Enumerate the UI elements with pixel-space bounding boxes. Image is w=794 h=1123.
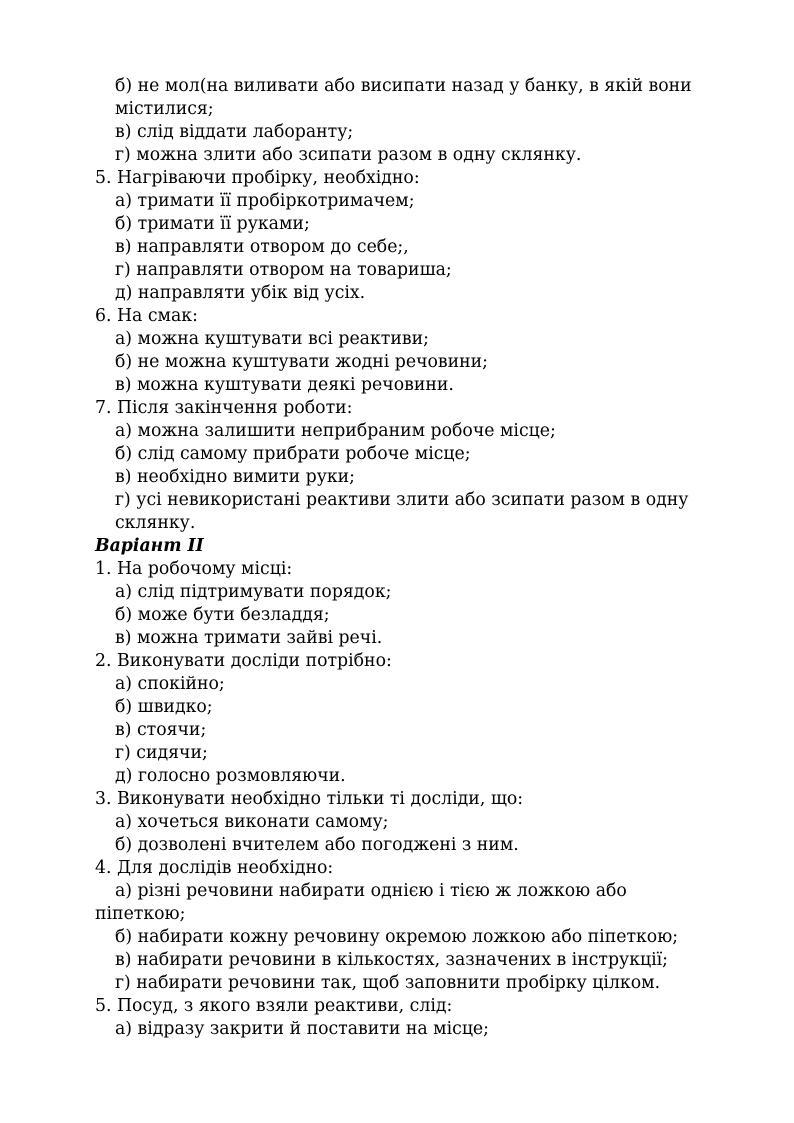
- answer-line: г) сидячи;: [115, 743, 208, 763]
- answer-line: б) не можна куштувати жодні речовини;: [115, 352, 489, 372]
- answer-line: в) слід віддати лаборанту;: [115, 122, 354, 142]
- answer-line: в) необхідно вимити руки;: [115, 467, 355, 487]
- answer-line: г) направляти отвором на товариша;: [115, 260, 452, 280]
- answer-line: б) тримати її руками;: [115, 214, 310, 234]
- answer-line: в) можна тримати зайві речі.: [115, 628, 383, 648]
- answer-line: в) можна куштувати деякі речовини.: [115, 375, 454, 395]
- question-line: 2. Виконувати досліди потрібно:: [95, 651, 392, 671]
- answer-line: б) набирати кожну речовину окремою ложкою або піпеткою;: [115, 927, 679, 947]
- question-line: 7. Після закінчення роботи:: [95, 398, 353, 418]
- answer-line: д) голосно розмовляючи.: [115, 766, 346, 786]
- question-line: 5. Посуд, з якого взяли реактиви, слід:: [95, 996, 453, 1016]
- question-line: 3. Виконувати необхідно тільки ті досліди, що:: [95, 789, 524, 809]
- answer-line: г) набирати речовини так, щоб заповнити пробірку цілком.: [115, 973, 661, 993]
- answer-line: а) різні речовини набирати однією і тією ж ложкою або піпеткою;: [95, 881, 627, 924]
- answer-line: б) не мол(на виливати або висипати назад у банку, в якій вони містилися;: [115, 76, 692, 119]
- answer-line: а) тримати її пробіркотримачем;: [115, 191, 415, 211]
- answer-line: а) можна куштувати всі реактиви;: [115, 329, 429, 349]
- question-line: 1. На робочому місці:: [95, 559, 293, 579]
- answer-line: б) швидко;: [115, 697, 213, 717]
- answer-line: д) направляти убік від усіх.: [115, 283, 366, 303]
- answer-line: в) стоячи;: [115, 720, 207, 740]
- answer-line: г) усі невикористані реактиви злити або зсипати разом в одну склянку.: [115, 490, 689, 533]
- answer-line: б) може бути безладдя;: [115, 605, 330, 625]
- answer-line: г) можна злити або зсипати разом в одну склянку.: [115, 145, 582, 165]
- answer-line: в) направляти отвором до себе;,: [115, 237, 409, 257]
- answer-line: а) відразу закрити й поставити на місце;: [115, 1019, 489, 1039]
- answer-line: а) спокійно;: [115, 674, 225, 694]
- question-line: 4. Для дослідів необхідно:: [95, 858, 334, 878]
- document-page: [95, 75, 755, 1041]
- answer-line: в) набирати речовини в кількостях, зазначених в інструкції;: [115, 950, 668, 970]
- question-line: 5. Нагріваючи пробірку, необхідно:: [95, 168, 420, 188]
- answer-line: б) слід самому прибрати робоче місце;: [115, 444, 471, 464]
- variant-heading: Варіант II: [95, 536, 204, 556]
- answer-line: а) слід підтримувати порядок;: [115, 582, 392, 602]
- answer-line: а) хочеться виконати самому;: [115, 812, 389, 832]
- answer-line: а) можна залишити неприбраним робоче місце;: [115, 421, 556, 441]
- question-line: 6. На смак:: [95, 306, 198, 326]
- answer-line: б) дозволені вчителем або погоджені з ним.: [115, 835, 519, 855]
